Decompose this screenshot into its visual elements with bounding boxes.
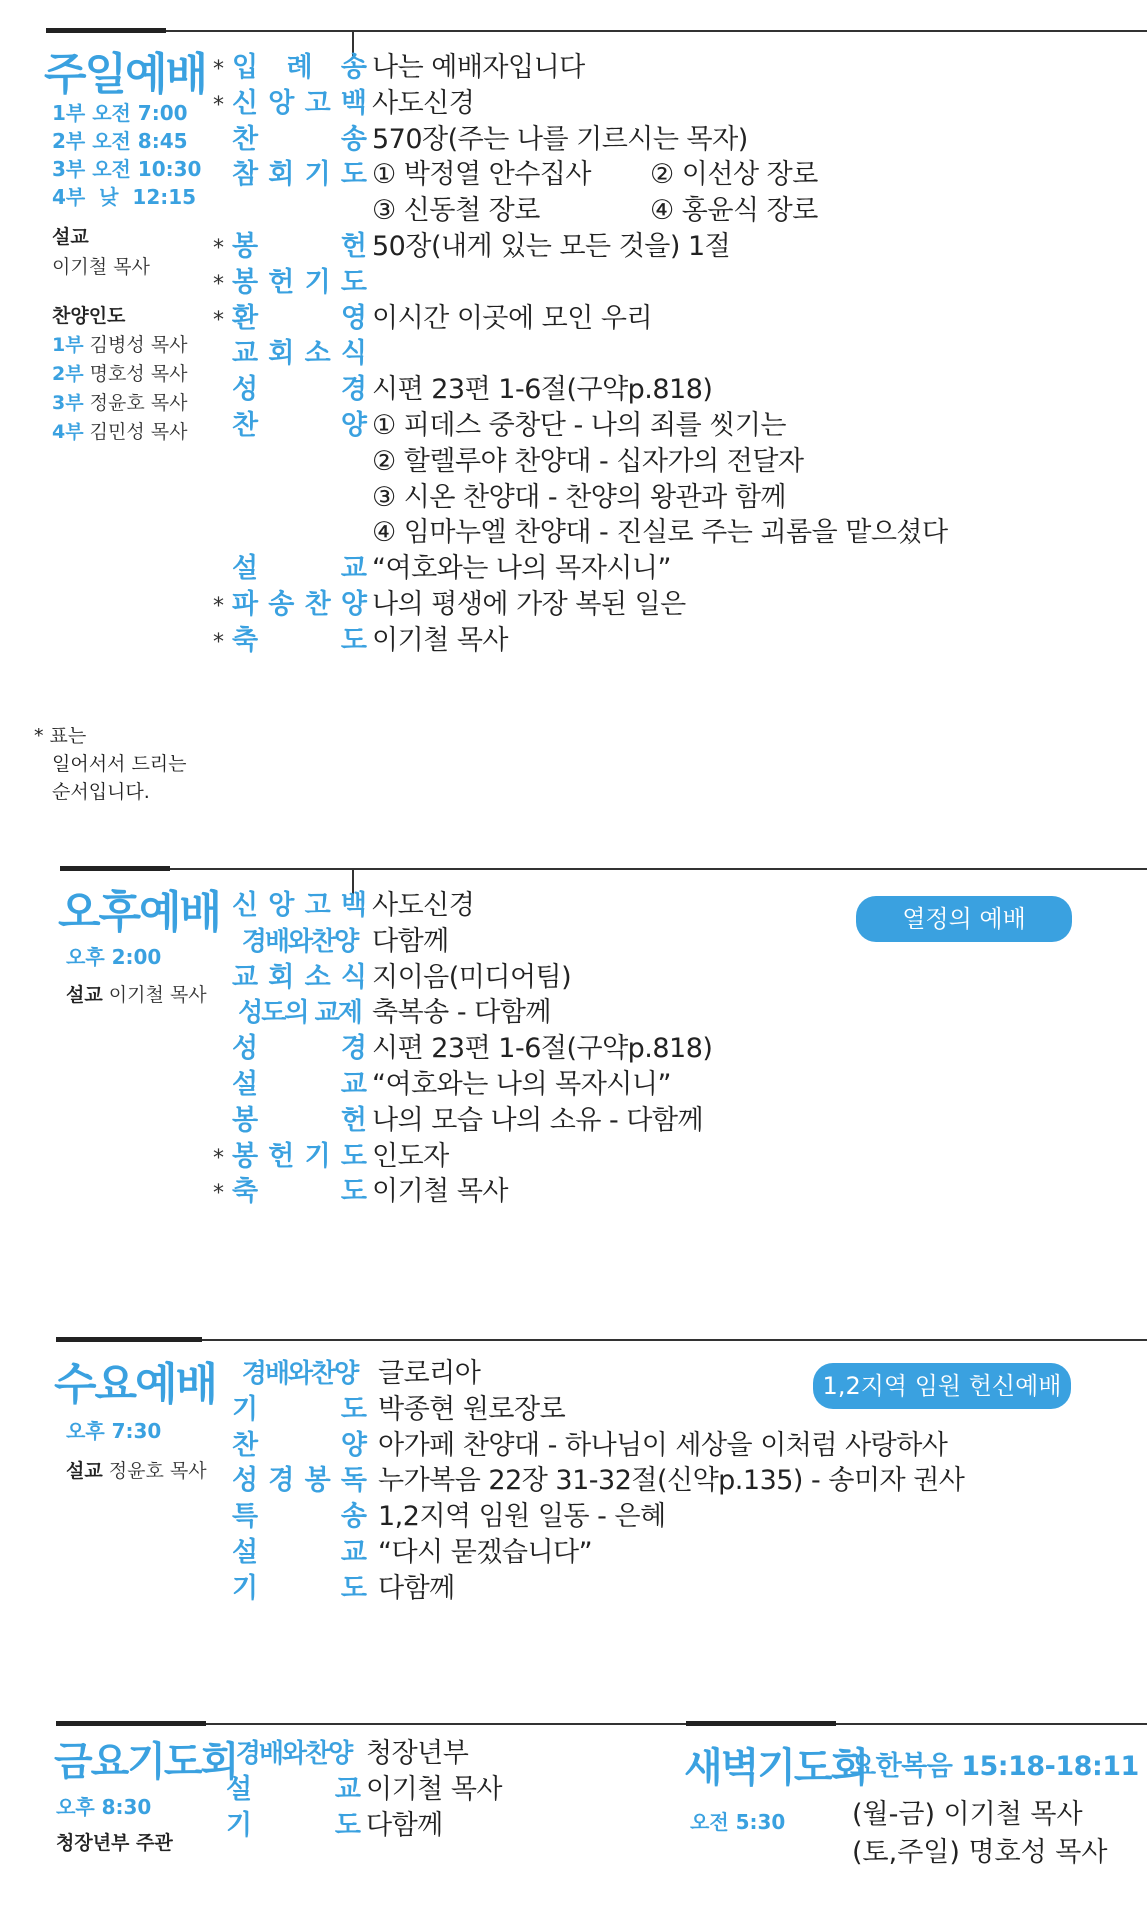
choir-item (52, 331, 187, 360)
choir-name: 김민성 목사 (89, 421, 188, 443)
afternoon-badge: 열정의 예배 (856, 896, 1072, 942)
standing-note (34, 722, 187, 806)
section-divider (60, 866, 170, 871)
order-value: ③ 시온 찬양대 - 찬양의 왕관과 함께 (372, 481, 787, 513)
order-label: 신 앙 고 백 (232, 890, 367, 921)
order-label: 특 송 (232, 1501, 367, 1533)
wednesday-title: 수요예배 (54, 1359, 217, 1410)
order-value: 박종현 원로장로 (378, 1393, 566, 1425)
section-divider (56, 1337, 202, 1342)
order-label: 축 도 (232, 1176, 367, 1208)
order-label: 성도의 교제 (238, 998, 361, 1029)
friday-title: 금요기도회 (54, 1739, 238, 1785)
order-value: 청장년부 (366, 1738, 469, 1769)
sunday-title: 주일예배 (44, 49, 207, 100)
order-label: 환 영 (232, 302, 367, 334)
order-label: 찬 양 (232, 1429, 367, 1461)
order-label: 신 앙 고 백 (232, 87, 367, 119)
order-label: 성 경 봉 독 (232, 1465, 367, 1497)
order-label: 교 회 소 식 (232, 338, 367, 370)
choir-name: 명호성 목사 (89, 363, 188, 385)
choir-item (52, 418, 187, 447)
standing-star: * (213, 629, 224, 655)
preacher-name: 이기철 목사 (52, 256, 150, 278)
order-value: ② 할렐루야 찬양대 - 십자가의 전달자 (372, 445, 804, 477)
order-label: 설 교 (232, 1069, 367, 1100)
afternoon-title: 오후예배 (58, 887, 221, 938)
time-1: 1부 오전 7:00 (52, 101, 188, 125)
afternoon-preacher: 설교 이기철 목사 (66, 984, 207, 1006)
order-value: 누가복음 22장 31-32절(신약p.135) - 송미자 권사 (378, 1465, 965, 1497)
order-value: 시편 23편 1-6절(구약p.818) (372, 1033, 713, 1065)
wednesday-badge: 1,2지역 임원 헌신예배 (813, 1363, 1071, 1409)
section-divider (206, 1723, 686, 1725)
order-value: 이시간 이곳에 모인 우리 (372, 302, 653, 334)
order-value: 나의 평생에 가장 복된 일은 (372, 589, 686, 620)
standing-star: * (213, 57, 224, 82)
standing-star: * (213, 594, 224, 619)
order-value: ③ 신동철 장로 (372, 195, 540, 227)
choir-name: 김병성 목사 (89, 334, 188, 356)
choir-item (52, 389, 187, 418)
order-value: 아가페 찬양대 - 하나님이 세상을 이처럼 사랑하사 (378, 1429, 948, 1461)
order-label: 경배와찬양 (235, 1739, 352, 1769)
choir-label: 찬양인도 (52, 305, 126, 327)
order-label: 찬 송 (232, 123, 367, 155)
section-divider (836, 1723, 1147, 1725)
choir-name: 정윤호 목사 (89, 392, 188, 414)
order-label: 설 교 (232, 1537, 367, 1568)
dawn-line1: (월-금) 이기철 목사 (852, 1799, 1083, 1830)
wednesday-preacher: 설교 정윤호 목사 (66, 1460, 207, 1482)
order-label: 봉 헌 기 도 (232, 1140, 367, 1172)
preacher-label: 설교 (52, 226, 89, 248)
order-value: 사도신경 (372, 890, 475, 921)
order-value: 글로리아 (378, 1358, 481, 1389)
order-value: 축복송 - 다함께 (372, 997, 551, 1029)
order-value: 1,2지역 임원 일동 - 은혜 (378, 1501, 666, 1533)
order-value-secondary: ④ 홍윤식 장로 (650, 195, 818, 227)
order-value: ① 피데스 중창단 - 나의 죄를 씻기는 (372, 410, 787, 441)
order-value: “여호와는 나의 목자시니” (372, 1069, 671, 1100)
section-divider (166, 30, 1147, 32)
order-label: 찬 양 (232, 410, 367, 441)
section-divider (686, 1721, 836, 1726)
note-line: 순서입니다. (52, 781, 150, 803)
order-label: 기 도 (232, 1393, 367, 1425)
note-star: * (34, 725, 44, 747)
order-label: 축 도 (232, 624, 367, 656)
time-4: 4부 낮 12:15 (52, 185, 197, 209)
standing-star: * (213, 271, 224, 297)
order-value: 이기철 목사 (372, 624, 508, 656)
order-value: 다함께 (378, 1572, 455, 1604)
dawn-time: 오전 5:30 (690, 1810, 786, 1834)
choir-part: 1부 (52, 334, 84, 356)
standing-star: * (213, 307, 224, 333)
dawn-scripture: 요한복음 15:18-18:11 (850, 1751, 1139, 1782)
order-value: 이기철 목사 (366, 1774, 502, 1805)
section-divider (170, 868, 1147, 870)
order-value: “여호와는 나의 목자시니” (372, 553, 671, 585)
sunday-choir (52, 302, 187, 447)
order-value-secondary: ② 이선상 장로 (650, 159, 818, 191)
standing-star: * (213, 1181, 224, 1207)
order-value: 다함께 (372, 925, 449, 957)
choir-item (52, 360, 187, 389)
order-label: 파 송 찬 양 (232, 589, 367, 620)
standing-star: * (213, 236, 224, 261)
section-divider (46, 28, 166, 33)
standing-star: * (213, 1145, 224, 1171)
order-value: “다시 묻겠습니다” (378, 1537, 593, 1568)
note-line: * 표는 (34, 725, 87, 747)
order-label: 봉 헌 (232, 231, 367, 262)
sunday-preacher (52, 222, 150, 282)
order-label: 성 경 (232, 374, 367, 406)
friday-host: 청장년부 주관 (56, 1832, 173, 1854)
order-value: ① 박정열 안수집사 (372, 159, 591, 191)
order-label: 설 교 (232, 553, 367, 585)
order-value: ④ 임마누엘 찬양대 - 진실로 주는 괴롬을 맡으셨다 (372, 517, 948, 549)
order-label: 참 회 기 도 (232, 159, 367, 191)
order-label: 경배와찬양 (241, 926, 358, 957)
section-divider (56, 1721, 206, 1726)
order-label: 교 회 소 식 (232, 961, 367, 993)
order-value: 나는 예배자입니다 (372, 52, 585, 83)
afternoon-time: 오후 2:00 (66, 945, 162, 969)
order-value: 다함께 (366, 1810, 443, 1841)
order-value: 사도신경 (372, 87, 475, 119)
choir-part: 3부 (52, 392, 84, 414)
order-value: 시편 23편 1-6절(구약p.818) (372, 374, 713, 406)
choir-part: 2부 (52, 363, 84, 385)
order-label: 기 도 (226, 1810, 361, 1841)
section-divider (202, 1339, 1147, 1341)
order-value: 이기철 목사 (372, 1176, 508, 1208)
order-value: 나의 모습 나의 소유 - 다함께 (372, 1104, 704, 1136)
order-label: 설 교 (226, 1774, 361, 1805)
dawn-title: 새벽기도회 (684, 1745, 868, 1791)
choir-part: 4부 (52, 421, 84, 443)
dawn-line2: (토,주일) 명호성 목사 (852, 1837, 1108, 1868)
friday-time: 오후 8:30 (56, 1795, 152, 1819)
note-line: 일어서서 드리는 (52, 753, 187, 775)
order-label: 입 례 송 (232, 52, 367, 83)
order-label: 봉 헌 기 도 (232, 266, 367, 298)
order-value: 50장(내게 있는 모든 것을) 1절 (372, 231, 731, 262)
order-label: 성 경 (232, 1033, 367, 1065)
order-value: 인도자 (372, 1140, 449, 1172)
wednesday-time: 오후 7:30 (66, 1419, 162, 1443)
order-value: 570장(주는 나를 기르시는 목자) (372, 123, 748, 155)
time-2: 2부 오전 8:45 (52, 129, 188, 153)
sunday-times (52, 96, 201, 214)
standing-star: * (213, 92, 224, 118)
order-label: 기 도 (232, 1572, 367, 1604)
order-value: 지이음(미디어팀) (372, 961, 572, 993)
order-label: 봉 헌 (232, 1104, 367, 1136)
time-3: 3부 오전 10:30 (52, 157, 202, 181)
order-label: 경배와찬양 (241, 1359, 358, 1389)
